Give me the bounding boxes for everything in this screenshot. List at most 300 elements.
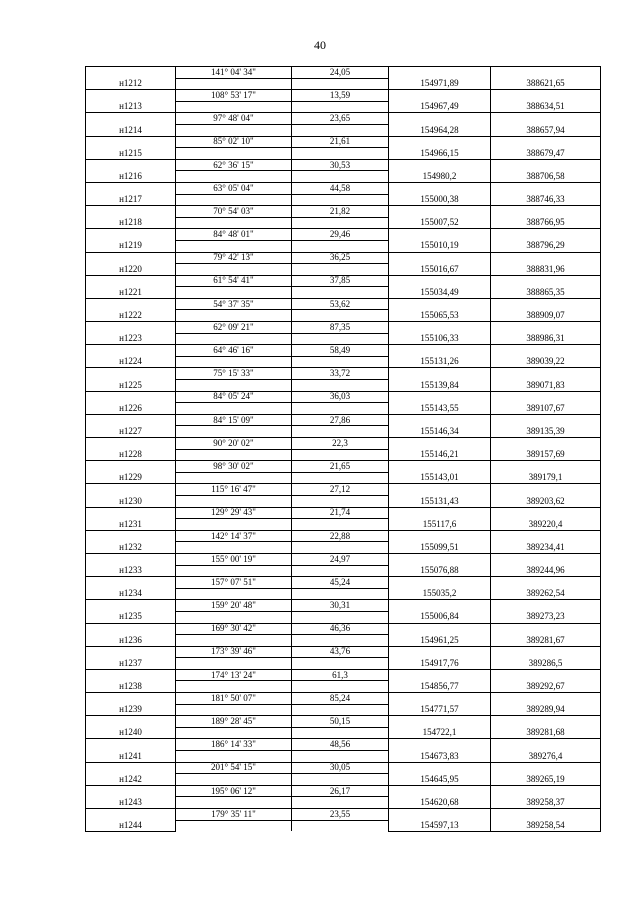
angle-cell: 79° 42' 13" — [176, 252, 292, 264]
point-row — [86, 727, 601, 739]
point-name-cell: н1225 — [86, 380, 176, 392]
segment-row — [86, 182, 601, 194]
angle-cell — [176, 403, 292, 415]
angle-cell: 70° 54' 03" — [176, 206, 292, 218]
point-name-cell — [86, 577, 176, 589]
point-row — [86, 264, 601, 276]
distance-cell — [292, 101, 389, 113]
y-coordinate-cell: 389265,19 — [491, 774, 601, 786]
y-coordinate-cell: 389262,54 — [491, 588, 601, 600]
point-name-cell — [86, 298, 176, 310]
x-coordinate-cell: 154964,28 — [389, 124, 491, 136]
distance-cell: 22,88 — [292, 530, 389, 542]
point-name-cell — [86, 669, 176, 681]
point-row — [86, 797, 601, 809]
point-row — [86, 611, 601, 623]
point-name-cell: н1242 — [86, 774, 176, 786]
y-coordinate-cell: 389203,62 — [491, 495, 601, 507]
y-coordinate-cell — [491, 646, 601, 658]
y-coordinate-cell: 388865,35 — [491, 287, 601, 299]
angle-cell — [176, 264, 292, 276]
point-row — [86, 426, 601, 438]
distance-cell: 53,62 — [292, 298, 389, 310]
point-name-cell: н1212 — [86, 78, 176, 90]
point-name-cell: н1219 — [86, 240, 176, 252]
point-name-cell: н1226 — [86, 403, 176, 415]
distance-cell — [292, 797, 389, 809]
angle-cell — [176, 611, 292, 623]
y-coordinate-cell — [491, 739, 601, 751]
y-coordinate-cell: 389244,96 — [491, 565, 601, 577]
x-coordinate-cell: 154722,1 — [389, 727, 491, 739]
distance-cell — [292, 472, 389, 484]
distance-cell: 24,05 — [292, 67, 389, 79]
point-name-cell — [86, 716, 176, 728]
x-coordinate-cell: 155000,38 — [389, 194, 491, 206]
point-name-cell — [86, 762, 176, 774]
y-coordinate-cell: 388634,51 — [491, 101, 601, 113]
point-name-cell: н1218 — [86, 217, 176, 229]
point-name-cell: н1215 — [86, 148, 176, 160]
x-coordinate-cell: 154966,15 — [389, 148, 491, 160]
angle-cell: 97° 48' 04" — [176, 113, 292, 125]
y-coordinate-cell: 389273,23 — [491, 611, 601, 623]
x-coordinate-cell — [389, 577, 491, 589]
y-coordinate-cell: 388766,95 — [491, 217, 601, 229]
distance-cell — [292, 635, 389, 647]
point-name-cell — [86, 90, 176, 102]
distance-cell — [292, 194, 389, 206]
y-coordinate-cell: 388831,96 — [491, 264, 601, 276]
y-coordinate-cell — [491, 391, 601, 403]
y-coordinate-cell — [491, 530, 601, 542]
x-coordinate-cell: 154673,83 — [389, 751, 491, 763]
y-coordinate-cell — [491, 252, 601, 264]
x-coordinate-cell: 154917,76 — [389, 658, 491, 670]
y-coordinate-cell: 389039,22 — [491, 356, 601, 368]
distance-cell — [292, 751, 389, 763]
distance-cell: 29,46 — [292, 229, 389, 241]
point-row — [86, 194, 601, 206]
x-coordinate-cell — [389, 461, 491, 473]
x-coordinate-cell — [389, 785, 491, 797]
x-coordinate-cell — [389, 90, 491, 102]
x-coordinate-cell — [389, 182, 491, 194]
x-coordinate-cell — [389, 646, 491, 658]
x-coordinate-cell: 154645,95 — [389, 774, 491, 786]
x-coordinate-cell: 154967,49 — [389, 101, 491, 113]
y-coordinate-cell — [491, 368, 601, 380]
segment-row — [86, 252, 601, 264]
y-coordinate-cell: 389286,5 — [491, 658, 601, 670]
point-row — [86, 217, 601, 229]
distance-cell: 21,82 — [292, 206, 389, 218]
segment-row — [86, 414, 601, 426]
segment-row — [86, 484, 601, 496]
angle-cell: 62° 09' 21" — [176, 322, 292, 334]
angle-cell: 64° 46' 16" — [176, 345, 292, 357]
y-coordinate-cell: 388909,07 — [491, 310, 601, 322]
angle-cell — [176, 240, 292, 252]
segment-row — [86, 391, 601, 403]
distance-cell: 22,3 — [292, 438, 389, 450]
point-name-cell: н1239 — [86, 704, 176, 716]
distance-cell: 30,05 — [292, 762, 389, 774]
x-coordinate-cell: 155099,51 — [389, 542, 491, 554]
angle-cell — [176, 635, 292, 647]
x-coordinate-cell: 155016,67 — [389, 264, 491, 276]
y-coordinate-cell: 389258,54 — [491, 820, 601, 831]
point-name-cell — [86, 136, 176, 148]
angle-cell — [176, 588, 292, 600]
angle-cell — [176, 78, 292, 90]
angle-cell — [176, 148, 292, 160]
y-coordinate-cell — [491, 716, 601, 728]
distance-cell — [292, 774, 389, 786]
angle-cell: 98° 30' 02" — [176, 461, 292, 473]
point-name-cell: н1217 — [86, 194, 176, 206]
angle-cell: 174° 13' 24" — [176, 669, 292, 681]
y-coordinate-cell: 389292,67 — [491, 681, 601, 693]
x-coordinate-cell: 154961,25 — [389, 635, 491, 647]
segment-row — [86, 136, 601, 148]
segment-row — [86, 90, 601, 102]
point-row — [86, 588, 601, 600]
distance-cell — [292, 380, 389, 392]
distance-cell — [292, 449, 389, 461]
y-coordinate-cell: 388657,94 — [491, 124, 601, 136]
distance-cell — [292, 495, 389, 507]
y-coordinate-cell: 389220,4 — [491, 519, 601, 531]
angle-cell: 195° 06' 12" — [176, 785, 292, 797]
angle-cell: 141° 04' 34" — [176, 67, 292, 79]
distance-cell: 44,58 — [292, 182, 389, 194]
distance-cell: 21,74 — [292, 507, 389, 519]
distance-cell — [292, 403, 389, 415]
x-coordinate-cell: 154597,13 — [389, 820, 491, 831]
coordinates-table — [85, 66, 601, 832]
segment-row — [86, 762, 601, 774]
y-coordinate-cell — [491, 322, 601, 334]
x-coordinate-cell: 154856,77 — [389, 681, 491, 693]
point-name-cell: н1233 — [86, 565, 176, 577]
angle-cell: 85° 02' 10" — [176, 136, 292, 148]
point-name-cell — [86, 600, 176, 612]
angle-cell: 155° 00' 19" — [176, 553, 292, 565]
distance-cell: 27,86 — [292, 414, 389, 426]
x-coordinate-cell: 155007,52 — [389, 217, 491, 229]
y-coordinate-cell: 388746,33 — [491, 194, 601, 206]
segment-row — [86, 669, 601, 681]
segment-row — [86, 809, 601, 821]
segment-row — [86, 530, 601, 542]
point-name-cell — [86, 67, 176, 79]
segment-row — [86, 600, 601, 612]
y-coordinate-cell — [491, 785, 601, 797]
segment-row — [86, 345, 601, 357]
point-name-cell — [86, 368, 176, 380]
point-row — [86, 356, 601, 368]
distance-cell — [292, 611, 389, 623]
distance-cell: 36,03 — [292, 391, 389, 403]
point-name-cell — [86, 438, 176, 450]
x-coordinate-cell — [389, 623, 491, 635]
point-row — [86, 681, 601, 693]
y-coordinate-cell — [491, 182, 601, 194]
point-name-cell: н1230 — [86, 495, 176, 507]
y-coordinate-cell: 389107,67 — [491, 403, 601, 415]
angle-cell: 173° 39' 46" — [176, 646, 292, 658]
segment-row — [86, 785, 601, 797]
distance-cell: 43,76 — [292, 646, 389, 658]
y-coordinate-cell — [491, 414, 601, 426]
point-name-cell: н1222 — [86, 310, 176, 322]
distance-cell: 37,85 — [292, 275, 389, 287]
angle-cell — [176, 171, 292, 183]
segment-row — [86, 507, 601, 519]
segment-row — [86, 716, 601, 728]
x-coordinate-cell: 155010,19 — [389, 240, 491, 252]
angle-cell: 84° 15' 09" — [176, 414, 292, 426]
point-name-cell: н1244 — [86, 820, 176, 831]
y-coordinate-cell: 389179,1 — [491, 472, 601, 484]
x-coordinate-cell: 155065,53 — [389, 310, 491, 322]
x-coordinate-cell: 154971,89 — [389, 78, 491, 90]
y-coordinate-cell: 388796,29 — [491, 240, 601, 252]
x-coordinate-cell: 155106,33 — [389, 333, 491, 345]
y-coordinate-cell: 389234,41 — [491, 542, 601, 554]
y-coordinate-cell — [491, 484, 601, 496]
angle-cell: 115° 16' 47" — [176, 484, 292, 496]
angle-cell: 129° 29' 43" — [176, 507, 292, 519]
x-coordinate-cell: 154980,2 — [389, 171, 491, 183]
angle-cell — [176, 310, 292, 322]
x-coordinate-cell — [389, 762, 491, 774]
x-coordinate-cell — [389, 368, 491, 380]
y-coordinate-cell — [491, 275, 601, 287]
point-name-cell: н1228 — [86, 449, 176, 461]
distance-cell — [292, 519, 389, 531]
y-coordinate-cell — [491, 113, 601, 125]
x-coordinate-cell: 155143,01 — [389, 472, 491, 484]
point-row — [86, 774, 601, 786]
x-coordinate-cell — [389, 414, 491, 426]
point-name-cell — [86, 646, 176, 658]
angle-cell — [176, 751, 292, 763]
y-coordinate-cell: 388621,65 — [491, 78, 601, 90]
angle-cell — [176, 356, 292, 368]
point-name-cell — [86, 461, 176, 473]
angle-cell: 142° 14' 37" — [176, 530, 292, 542]
x-coordinate-cell — [389, 600, 491, 612]
x-coordinate-cell: 154620,68 — [389, 797, 491, 809]
point-name-cell: н1227 — [86, 426, 176, 438]
distance-cell — [292, 356, 389, 368]
point-name-cell: н1232 — [86, 542, 176, 554]
angle-cell: 181° 50' 07" — [176, 693, 292, 705]
segment-row — [86, 553, 601, 565]
x-coordinate-cell — [389, 298, 491, 310]
y-coordinate-cell: 389157,69 — [491, 449, 601, 461]
page-number: 40 — [314, 38, 326, 52]
segment-row — [86, 623, 601, 635]
distance-cell — [292, 727, 389, 739]
x-coordinate-cell — [389, 345, 491, 357]
distance-cell — [292, 820, 389, 831]
segment-row — [86, 577, 601, 589]
distance-cell — [292, 148, 389, 160]
distance-cell: 27,12 — [292, 484, 389, 496]
distance-cell — [292, 171, 389, 183]
angle-cell — [176, 124, 292, 136]
distance-cell — [292, 78, 389, 90]
x-coordinate-cell: 155034,49 — [389, 287, 491, 299]
distance-cell — [292, 217, 389, 229]
point-name-cell: н1241 — [86, 751, 176, 763]
angle-cell: 189° 28' 45" — [176, 716, 292, 728]
distance-cell — [292, 124, 389, 136]
segment-row — [86, 368, 601, 380]
segment-row — [86, 67, 601, 79]
point-row — [86, 287, 601, 299]
point-name-cell — [86, 414, 176, 426]
x-coordinate-cell — [389, 322, 491, 334]
y-coordinate-cell: 389281,68 — [491, 727, 601, 739]
angle-cell — [176, 797, 292, 809]
distance-cell: 24,97 — [292, 553, 389, 565]
point-name-cell: н1224 — [86, 356, 176, 368]
point-row — [86, 124, 601, 136]
angle-cell — [176, 658, 292, 670]
x-coordinate-cell — [389, 252, 491, 264]
y-coordinate-cell — [491, 67, 601, 79]
point-row — [86, 171, 601, 183]
angle-cell — [176, 565, 292, 577]
x-coordinate-cell — [389, 438, 491, 450]
x-coordinate-cell — [389, 809, 491, 821]
point-name-cell — [86, 693, 176, 705]
point-name-cell: н1234 — [86, 588, 176, 600]
x-coordinate-cell — [389, 530, 491, 542]
point-row — [86, 704, 601, 716]
angle-cell — [176, 820, 292, 831]
x-coordinate-cell — [389, 669, 491, 681]
segment-row — [86, 275, 601, 287]
point-name-cell — [86, 785, 176, 797]
x-coordinate-cell — [389, 693, 491, 705]
distance-cell: 50,15 — [292, 716, 389, 728]
y-coordinate-cell: 388706,58 — [491, 171, 601, 183]
x-coordinate-cell — [389, 553, 491, 565]
point-row — [86, 565, 601, 577]
x-coordinate-cell: 155006,84 — [389, 611, 491, 623]
x-coordinate-cell — [389, 507, 491, 519]
distance-cell — [292, 333, 389, 345]
angle-cell — [176, 472, 292, 484]
distance-cell — [292, 588, 389, 600]
x-coordinate-cell — [389, 67, 491, 79]
distance-cell: 46,36 — [292, 623, 389, 635]
x-coordinate-cell: 155131,26 — [389, 356, 491, 368]
y-coordinate-cell — [491, 90, 601, 102]
distance-cell — [292, 658, 389, 670]
y-coordinate-cell: 389276,4 — [491, 751, 601, 763]
x-coordinate-cell — [389, 391, 491, 403]
point-row — [86, 240, 601, 252]
y-coordinate-cell: 388986,31 — [491, 333, 601, 345]
point-name-cell: н1213 — [86, 101, 176, 113]
distance-cell: 30,31 — [292, 600, 389, 612]
point-name-cell — [86, 484, 176, 496]
angle-cell: 201° 54' 15" — [176, 762, 292, 774]
point-name-cell: н1243 — [86, 797, 176, 809]
point-name-cell — [86, 809, 176, 821]
point-name-cell — [86, 206, 176, 218]
point-row — [86, 403, 601, 415]
point-name-cell — [86, 391, 176, 403]
distance-cell — [292, 565, 389, 577]
point-name-cell — [86, 322, 176, 334]
point-name-cell: н1220 — [86, 264, 176, 276]
point-name-cell: н1236 — [86, 635, 176, 647]
distance-cell: 21,65 — [292, 461, 389, 473]
point-name-cell — [86, 623, 176, 635]
distance-cell: 33,72 — [292, 368, 389, 380]
x-coordinate-cell — [389, 136, 491, 148]
x-coordinate-cell: 155146,34 — [389, 426, 491, 438]
point-name-cell: н1238 — [86, 681, 176, 693]
x-coordinate-cell — [389, 159, 491, 171]
segment-row — [86, 206, 601, 218]
point-name-cell — [86, 229, 176, 241]
distance-cell: 30,53 — [292, 159, 389, 171]
segment-row — [86, 298, 601, 310]
distance-cell — [292, 287, 389, 299]
x-coordinate-cell — [389, 484, 491, 496]
angle-cell — [176, 727, 292, 739]
angle-cell — [176, 217, 292, 229]
point-name-cell: н1240 — [86, 727, 176, 739]
segment-row — [86, 438, 601, 450]
distance-cell — [292, 240, 389, 252]
distance-cell: 21,61 — [292, 136, 389, 148]
segment-row — [86, 739, 601, 751]
distance-cell: 45,24 — [292, 577, 389, 589]
x-coordinate-cell: 155076,88 — [389, 565, 491, 577]
y-coordinate-cell: 388679,47 — [491, 148, 601, 160]
point-row — [86, 751, 601, 763]
angle-cell — [176, 194, 292, 206]
point-name-cell — [86, 345, 176, 357]
angle-cell — [176, 519, 292, 531]
point-name-cell: н1229 — [86, 472, 176, 484]
point-name-cell — [86, 739, 176, 751]
segment-row — [86, 693, 601, 705]
point-name-cell: н1235 — [86, 611, 176, 623]
point-row — [86, 542, 601, 554]
distance-cell: 61,3 — [292, 669, 389, 681]
point-name-cell: н1223 — [86, 333, 176, 345]
angle-cell: 159° 20' 48" — [176, 600, 292, 612]
point-name-cell — [86, 113, 176, 125]
angle-cell — [176, 681, 292, 693]
y-coordinate-cell — [491, 298, 601, 310]
y-coordinate-cell: 389281,67 — [491, 635, 601, 647]
y-coordinate-cell — [491, 507, 601, 519]
angle-cell: 63° 05' 04" — [176, 182, 292, 194]
segment-row — [86, 113, 601, 125]
point-name-cell: н1214 — [86, 124, 176, 136]
